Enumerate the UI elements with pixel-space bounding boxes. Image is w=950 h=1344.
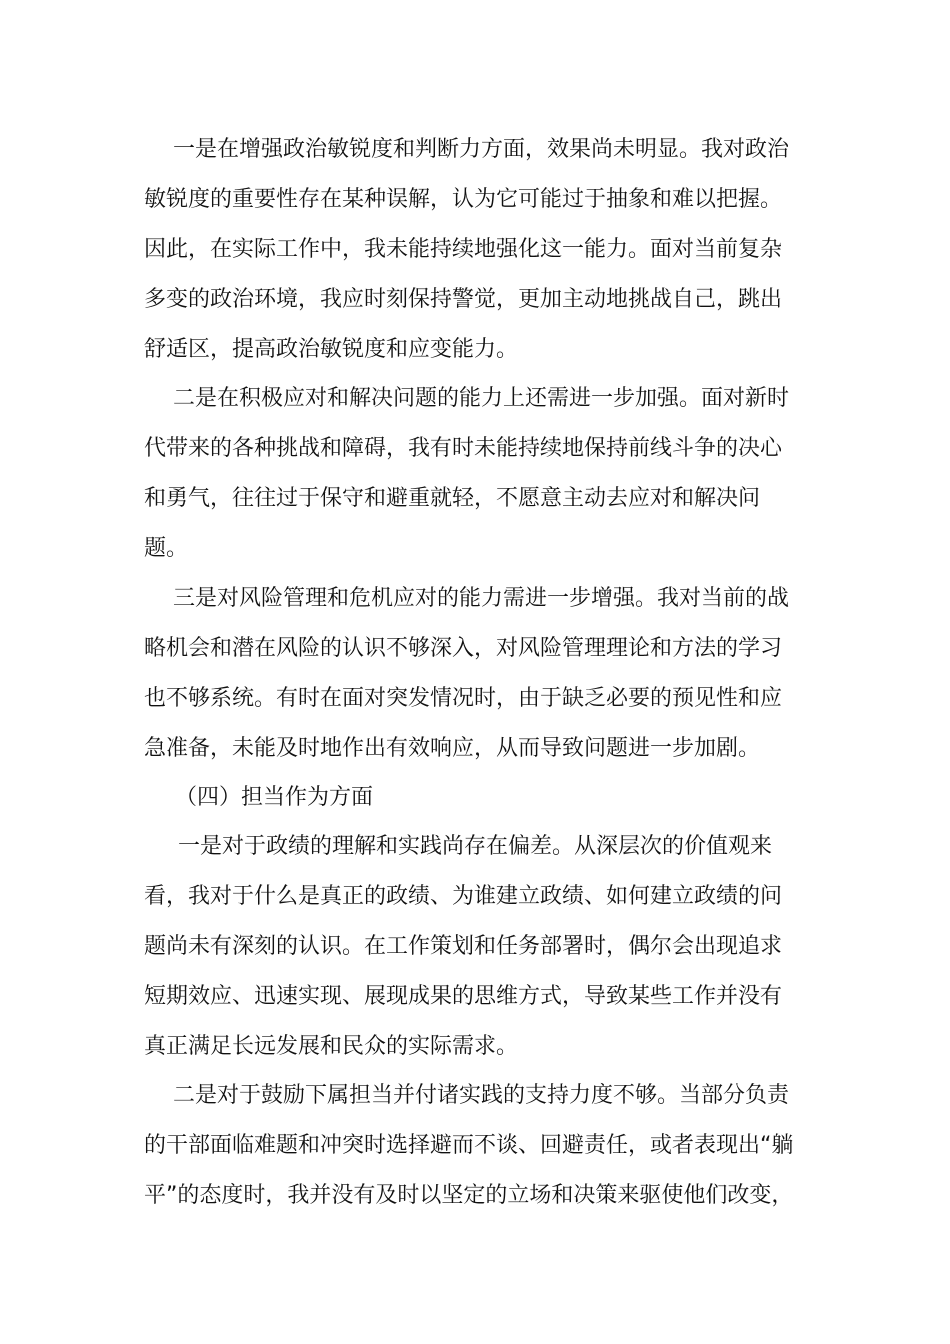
paragraph-1-line-4: 多变的政治环境，我应时刻保持警觉，更加主动地挑战自己，跳出 <box>144 287 783 312</box>
paragraph-3-line-2: 略机会和潜在风险的认识不够深入，对风险管理理论和方法的学习 <box>144 636 783 661</box>
paragraph-1-line-5: 舒适区，提高政治敏锐度和应变能力。 <box>144 337 519 362</box>
paragraph-4-line-1: 一是对于政绩的理解和实践尚存在偏差。从深层次的价值观来 <box>178 834 773 859</box>
paragraph-5-line-1: 二是对于鼓励下属担当并付诸实践的支持力度不够。当部分负责 <box>173 1083 790 1108</box>
paragraph-3-line-1: 三是对风险管理和危机应对的能力需进一步增强。我对当前的战 <box>173 586 790 611</box>
paragraph-4-line-5: 真正满足长远发展和民众的实际需求。 <box>144 1034 519 1059</box>
paragraph-4-line-2: 看，我对于什么是真正的政绩、为谁建立政绩、如何建立政绩的问 <box>144 884 783 909</box>
paragraph-2-line-3: 和勇气，往往过于保守和避重就轻，不愿意主动去应对和解决问 <box>144 486 761 511</box>
paragraph-1-line-2: 敏锐度的重要性存在某种误解，认为它可能过于抽象和难以把握。 <box>144 187 783 212</box>
paragraph-3-line-3: 也不够系统。有时在面对突发情况时，由于缺乏必要的预见性和应 <box>144 686 783 711</box>
paragraph-2-line-2: 代带来的各种挑战和障碍，我有时未能持续地保持前线斗争的决心 <box>144 436 783 461</box>
paragraph-5-line-2: 的干部面临难题和冲突时选择避而不谈、回避责任，或者表现出“躺 <box>144 1133 794 1158</box>
paragraph-5-line-3: 平”的态度时，我并没有及时以坚定的立场和决策来驱使他们改变， <box>144 1183 794 1208</box>
section-heading: （四）担当作为方面 <box>175 785 374 810</box>
paragraph-4-line-4: 短期效应、迅速实现、展现成果的思维方式，导致某些工作并没有 <box>144 984 783 1009</box>
paragraph-1-line-3: 因此，在实际工作中，我未能持续地强化这一能力。面对当前复杂 <box>144 237 783 262</box>
paragraph-2-line-4: 题。 <box>144 536 189 561</box>
paragraph-4-line-3: 题尚未有深刻的认识。在工作策划和任务部署时，偶尔会出现追求 <box>144 934 783 959</box>
paragraph-1-line-1: 一是在增强政治敏锐度和判断力方面，效果尚未明显。我对政治 <box>173 137 790 162</box>
paragraph-2-line-1: 二是在积极应对和解决问题的能力上还需进一步加强。面对新时 <box>173 386 790 411</box>
paragraph-3-line-4: 急准备，未能及时地作出有效响应，从而导致问题进一步加剧。 <box>144 736 761 761</box>
